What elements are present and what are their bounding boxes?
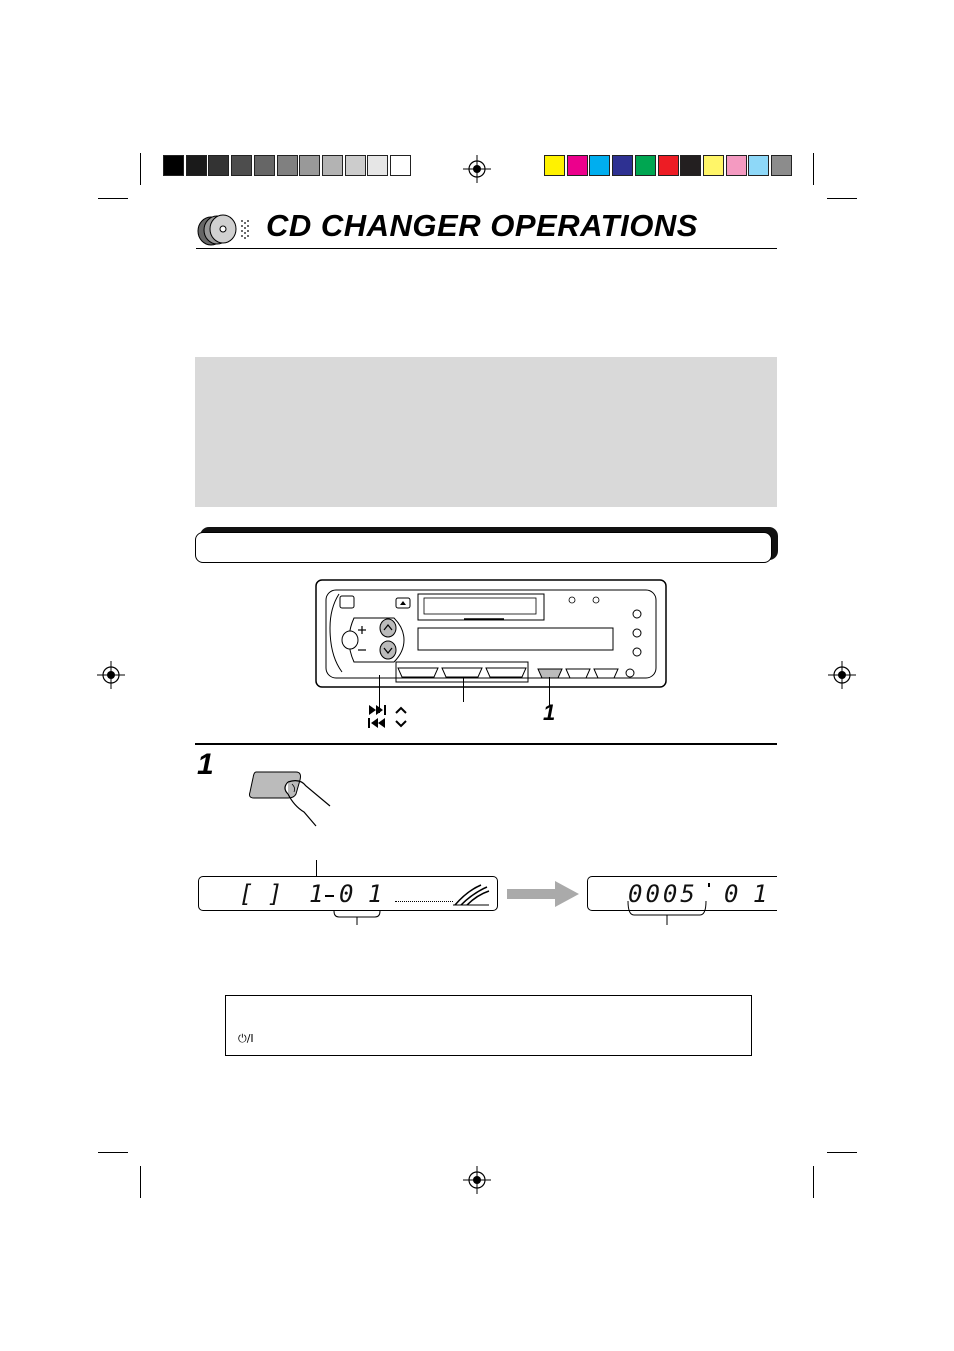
color-swatch — [726, 155, 747, 176]
lcd-disc-number: 1 — [309, 880, 324, 908]
crop-mark — [813, 153, 814, 185]
time-bracket — [627, 901, 707, 925]
gray-swatch — [163, 155, 184, 176]
crop-mark — [827, 198, 857, 199]
lcd-level-meter — [395, 901, 453, 902]
up-arrow-icon — [395, 705, 407, 715]
skip-back-icon — [368, 718, 390, 728]
note-box — [225, 995, 752, 1056]
gray-swatch — [186, 155, 207, 176]
lcd-display-disc-track — [198, 876, 498, 911]
track-bracket — [333, 911, 381, 925]
stereo-faceplate-diagram — [314, 578, 670, 692]
color-swatch — [748, 155, 769, 176]
transition-arrow-icon — [507, 881, 579, 907]
registration-target-icon — [463, 1166, 491, 1194]
color-swatch — [771, 155, 792, 176]
lcd-track: 0 1 — [724, 880, 768, 908]
finger-press-icon — [248, 768, 338, 830]
info-panel — [195, 357, 777, 507]
gray-swatch — [390, 155, 411, 176]
crop-mark — [140, 153, 141, 185]
crop-mark — [140, 1166, 141, 1198]
gray-swatch — [254, 155, 275, 176]
step-divider — [195, 743, 777, 745]
callout-line-presets — [463, 677, 464, 702]
color-swatch — [567, 155, 588, 176]
color-swatch — [680, 155, 701, 176]
skip-forward-icon — [368, 705, 390, 715]
down-arrow-icon — [395, 719, 407, 729]
power-symbol-label: ⏻/I — [238, 1032, 254, 1045]
color-swatch — [635, 155, 656, 176]
lcd-track-number: 0 1 — [339, 880, 383, 908]
lcd-elapsed-time: 0005 — [628, 880, 698, 908]
crop-mark — [827, 1152, 857, 1153]
gray-swatch — [208, 155, 229, 176]
color-swatch — [544, 155, 565, 176]
lcd-wave-logo-icon — [451, 881, 491, 907]
gray-swatch — [322, 155, 343, 176]
crop-mark — [813, 1166, 814, 1198]
lcd-time-mark — [708, 883, 710, 887]
gray-swatch — [367, 155, 388, 176]
page-title: CD CHANGER OPERATIONS — [266, 208, 698, 243]
title-underline — [196, 248, 777, 249]
color-swatch — [703, 155, 724, 176]
color-swatch — [658, 155, 679, 176]
color-swatch — [589, 155, 610, 176]
section-heading-bar — [195, 532, 772, 563]
gray-swatch — [345, 155, 366, 176]
cd-stack-icon — [196, 213, 258, 247]
crop-mark — [98, 198, 128, 199]
gray-swatch — [231, 155, 252, 176]
registration-target-icon — [97, 661, 125, 689]
lcd-dash — [325, 895, 334, 897]
lcd-source: [ ] — [239, 880, 283, 908]
gray-swatch — [277, 155, 298, 176]
color-swatch — [612, 155, 633, 176]
registration-target-icon — [828, 661, 856, 689]
gray-swatch — [299, 155, 320, 176]
registration-target-icon — [463, 155, 491, 183]
step-number: 1 — [197, 748, 214, 781]
callout-step-label: 1 — [543, 700, 556, 725]
crop-mark — [98, 1152, 128, 1153]
